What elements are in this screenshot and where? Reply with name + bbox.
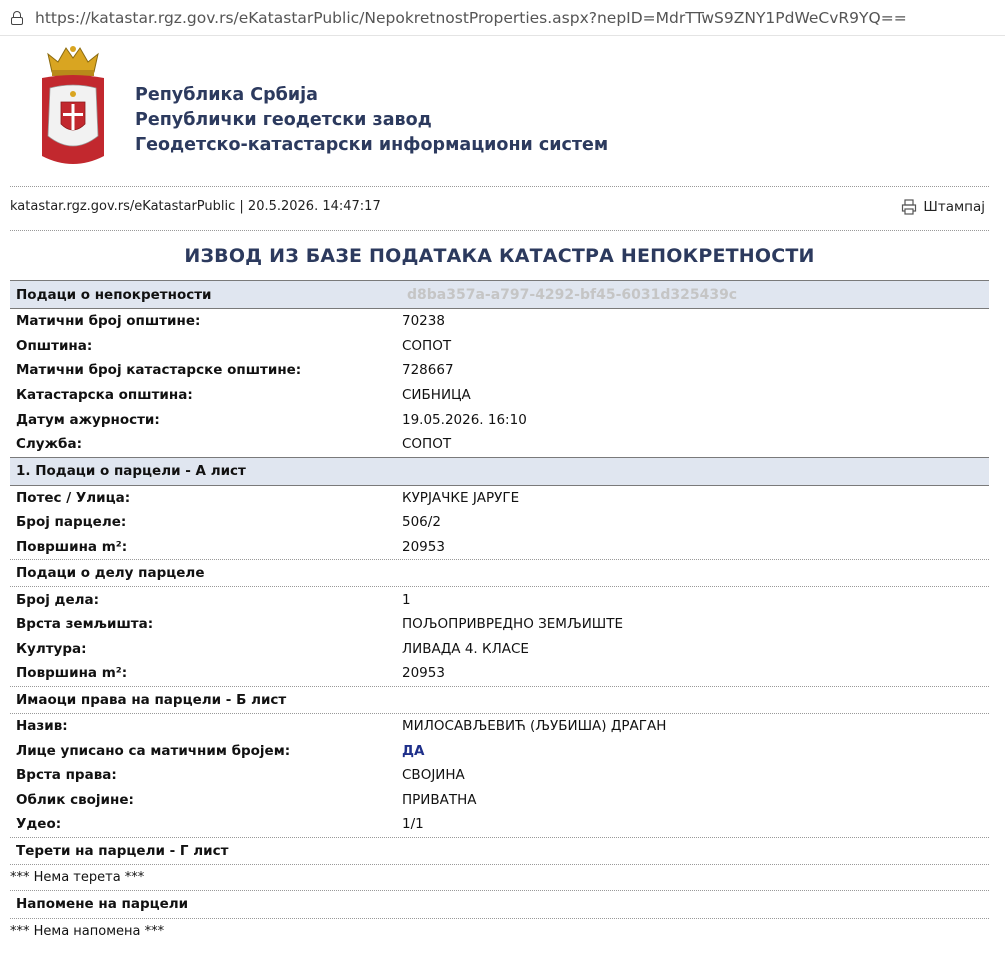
source-timestamp: katastar.rgz.gov.rs/eKatastarPublic | 20.5.2026. 14:47:17	[10, 199, 381, 214]
row-value: 19.05.2026. 16:10	[402, 411, 527, 428]
row-value: КУРЈАЧКЕ ЈАРУГЕ	[402, 489, 520, 506]
row-value: 20953	[402, 665, 445, 682]
section-title: Подаци о непокретности	[16, 286, 212, 303]
document-title: ИЗВОД ИЗ БАЗЕ ПОДАТАКА КАТАСТРА НЕПОКРЕТНОСТИ	[10, 230, 989, 280]
row-value: 506/2	[402, 514, 441, 531]
row-value: СОПОТ	[402, 337, 452, 354]
row-value: МИЛОСАВЉЕВИЋ (ЉУБИША) ДРАГАН	[402, 718, 667, 735]
table-row	[10, 432, 989, 457]
row-label: Потес / Улица:	[16, 489, 131, 506]
table-row	[10, 637, 989, 662]
registered-id-link[interactable]: ДА	[402, 742, 425, 759]
section-parcel: 1. Подаци о парцели - А лист	[10, 457, 989, 486]
row-value: 1	[402, 591, 411, 608]
row-label: Облик својине:	[16, 791, 134, 808]
lock-icon[interactable]	[10, 10, 24, 26]
parcel-rows	[10, 486, 989, 560]
row-value: 1/1	[402, 816, 424, 833]
table-row	[10, 535, 989, 560]
serbian-coat-of-arms-icon	[38, 44, 108, 172]
header-line-system: Геодетско-катастарски информациони систем	[135, 135, 609, 155]
subsection-burdens: Терети на парцели - Г лист	[10, 837, 989, 865]
row-label: Удео:	[16, 816, 62, 833]
burdens-note: *** Нема терета ***	[10, 865, 989, 891]
parcel-part-rows	[10, 587, 989, 685]
header-line-institute: Републички геодетски завод	[135, 110, 432, 130]
row-label: Површина m²:	[16, 539, 128, 556]
page-header	[0, 36, 1005, 186]
subsection-parcel-part: Подаци о делу парцеле	[10, 559, 989, 587]
subsection-owners: Имаоци права на парцели - Б лист	[10, 686, 989, 714]
row-label: Матични број катастарске општине:	[16, 362, 302, 379]
table-row	[10, 612, 989, 637]
meta-row	[10, 186, 989, 230]
table-row	[10, 407, 989, 432]
row-label: Врста земљишта:	[16, 616, 154, 633]
print-label[interactable]: Штампај	[923, 199, 985, 215]
notes-note: *** Нема напомена ***	[10, 924, 165, 940]
row-value: ПОЉОПРИВРЕДНО ЗЕМЉИШТЕ	[402, 616, 624, 633]
property-rows	[10, 309, 989, 457]
row-label: Врста права:	[16, 767, 117, 784]
table-row	[10, 788, 989, 813]
row-value: СИБНИЦА	[402, 387, 471, 404]
row-label: Површина m²:	[16, 665, 128, 682]
table-row	[10, 383, 989, 408]
row-value: 70238	[402, 313, 445, 330]
table-row	[10, 714, 989, 739]
row-label: Назив:	[16, 718, 68, 735]
table-row	[10, 334, 989, 359]
property-extract	[10, 280, 989, 945]
row-value: 728667	[402, 362, 454, 379]
printer-icon	[901, 199, 917, 215]
section-property-data	[10, 280, 989, 309]
row-label: Катастарска општина:	[16, 387, 193, 404]
table-row	[10, 309, 989, 334]
print-button[interactable]	[901, 199, 985, 215]
header-titles	[135, 83, 608, 158]
table-row	[10, 763, 989, 788]
row-label: Број парцеле:	[16, 514, 127, 531]
table-row	[10, 812, 989, 837]
row-value: СВОЈИНА	[402, 767, 465, 784]
row-value: ПРИВАТНА	[402, 791, 477, 808]
row-value: ЛИВАДА 4. КЛАСЕ	[402, 640, 529, 657]
row-label: Лице уписано са матичним бројем:	[16, 742, 291, 759]
row-value: СОПОТ	[402, 436, 452, 453]
row-value: 20953	[402, 539, 445, 556]
header-line-republic: Република Србија	[135, 85, 318, 105]
table-row	[10, 661, 989, 686]
table-row	[10, 486, 989, 511]
row-label: Општина:	[16, 337, 93, 354]
address-bar[interactable]	[0, 0, 1005, 36]
table-row	[10, 738, 989, 763]
url-text[interactable]: https://katastar.rgz.gov.rs/eKatastarPublic/NepokretnostProperties.aspx?nepID=MdrTTwS9ZNY1PdWeCvR9YQ==	[35, 8, 907, 27]
row-label: Број дела:	[16, 591, 100, 608]
row-label: Датум ажурности:	[16, 411, 160, 428]
table-row	[10, 358, 989, 383]
table-row	[10, 510, 989, 535]
table-row	[10, 587, 989, 612]
owner-rows	[10, 714, 989, 837]
row-label: Матични број општине:	[16, 313, 201, 330]
row-label: Култура:	[16, 640, 87, 657]
row-label: Служба:	[16, 436, 82, 453]
subsection-notes: Напомене на парцели	[10, 891, 989, 919]
property-guid: d8ba357a-a797-4292-bf45-6031d325439c	[407, 287, 738, 303]
